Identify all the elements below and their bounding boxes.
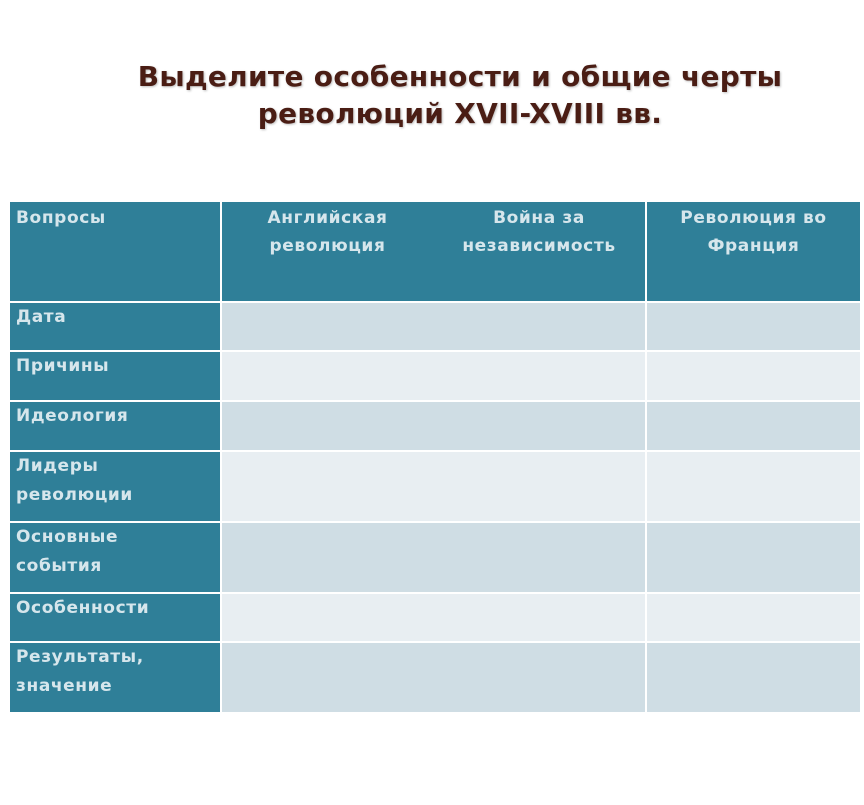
header-questions (10, 202, 221, 302)
header-english-line-2: революция (269, 236, 386, 256)
table-cell[interactable] (221, 642, 433, 712)
row-question-line-1: Основные (16, 527, 119, 547)
table-cell[interactable] (646, 642, 860, 712)
header-french-line-1: Революция во (680, 208, 827, 228)
row-question (10, 401, 221, 451)
row-question (10, 522, 221, 593)
table-cell[interactable] (646, 522, 860, 593)
header-english-line-1: Английская (267, 208, 388, 228)
header-english-revolution (221, 202, 433, 302)
table-cell[interactable] (221, 522, 433, 593)
table-cell[interactable] (646, 351, 860, 401)
row-question-line-2: значение (16, 676, 113, 696)
table-row (10, 642, 860, 712)
row-question-line-1: Особенности (16, 598, 150, 618)
row-question-line-1: Лидеры (16, 456, 99, 476)
table-cell[interactable] (221, 451, 433, 522)
row-question-line-1: Идеология (16, 406, 129, 426)
row-question (10, 302, 221, 351)
header-war-line-2: независимость (462, 236, 616, 256)
comparison-table (10, 202, 860, 712)
table-cell[interactable] (221, 351, 433, 401)
header-french-revolution (646, 202, 860, 302)
table-cell[interactable] (646, 593, 860, 642)
title-line-1: Выделите особенности и общие черты (137, 60, 783, 93)
table-cell[interactable] (433, 593, 646, 642)
row-question (10, 642, 221, 712)
table-cell[interactable] (433, 302, 646, 351)
table-cell[interactable] (433, 401, 646, 451)
table-row (10, 302, 860, 351)
table-row (10, 522, 860, 593)
table-row (10, 351, 860, 401)
header-french-line-2: Франция (707, 236, 800, 256)
header-questions-label: Вопросы (16, 208, 106, 228)
table-cell[interactable] (221, 401, 433, 451)
table-cell[interactable] (221, 302, 433, 351)
row-question-line-1: Результаты, (16, 647, 144, 667)
table-cell[interactable] (646, 401, 860, 451)
table-cell[interactable] (221, 593, 433, 642)
table-cell[interactable] (433, 642, 646, 712)
table-cell[interactable] (433, 351, 646, 401)
table-row (10, 451, 860, 522)
row-question (10, 351, 221, 401)
table-cell[interactable] (433, 522, 646, 593)
row-question-line-2: события (16, 556, 102, 576)
row-question (10, 593, 221, 642)
row-question-line-1: Причины (16, 356, 110, 376)
table-cell[interactable] (433, 451, 646, 522)
table-row (10, 401, 860, 451)
table-cell[interactable] (646, 451, 860, 522)
page-title (40, 58, 864, 132)
table-header-row (10, 202, 860, 302)
row-question-line-1: Дата (16, 307, 67, 327)
table-row (10, 593, 860, 642)
title-line-2: революций XVII-XVIII вв. (257, 97, 663, 130)
row-question-line-2: революции (16, 485, 133, 505)
table-cell[interactable] (646, 302, 860, 351)
row-question (10, 451, 221, 522)
header-war-of-independence (433, 202, 646, 302)
header-war-line-1: Война за (493, 208, 585, 228)
